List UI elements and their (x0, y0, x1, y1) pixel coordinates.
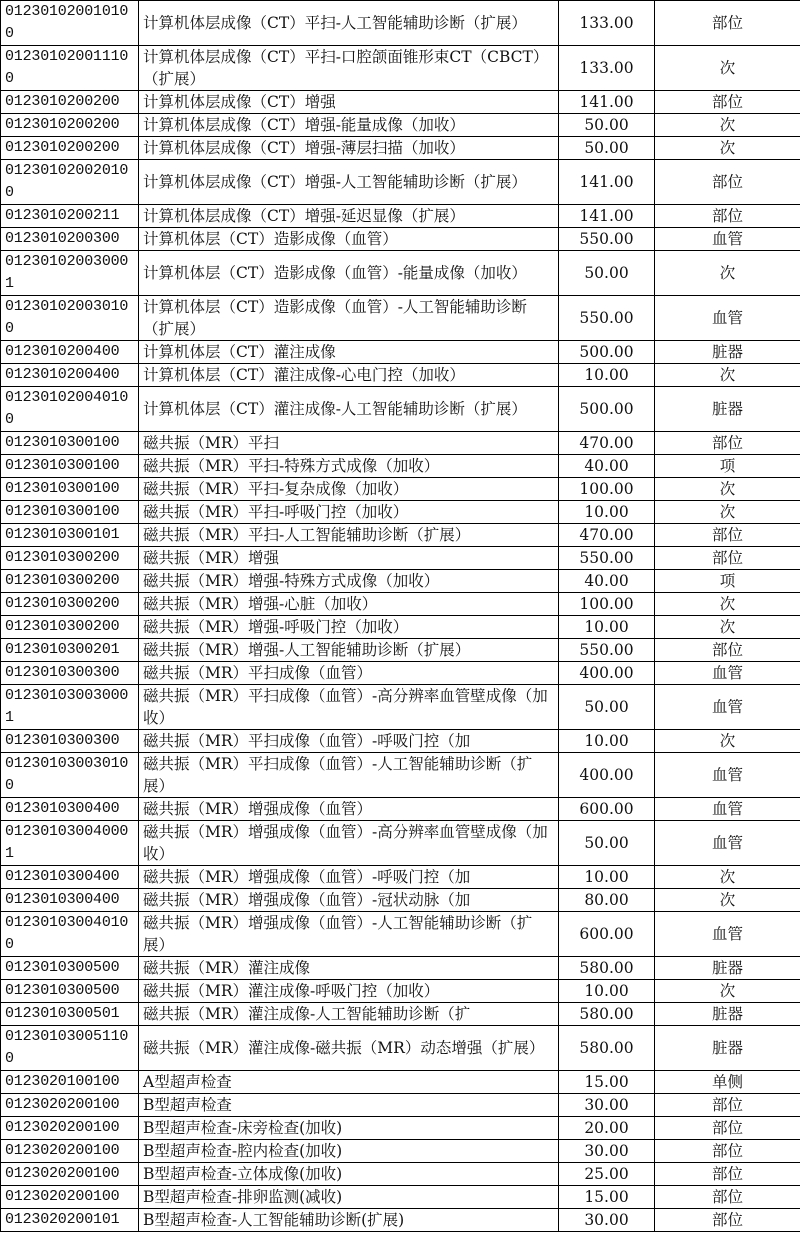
table-row (1, 798, 800, 821)
code-cell: 0123010300400 (1, 866, 139, 889)
unit-cell: 次 (655, 251, 800, 296)
code-cell: 012301020030001 (1, 251, 139, 296)
item-name-cell: B型超声检查-排卵监测(减收) (139, 1186, 559, 1209)
table-row (1, 662, 800, 685)
price-cell: 550.00 (559, 296, 655, 341)
code-cell: 0123010300100 (1, 478, 139, 501)
table-row (1, 912, 800, 957)
price-cell: 40.00 (559, 455, 655, 478)
code-cell: 0123010300100 (1, 432, 139, 455)
price-cell: 500.00 (559, 387, 655, 432)
item-name-cell: 磁共振（MR）增强成像（血管）-高分辨率血管壁成像（加收） (139, 821, 559, 866)
price-cell: 50.00 (559, 821, 655, 866)
unit-cell: 次 (655, 616, 800, 639)
code-cell: 0123020200100 (1, 1186, 139, 1209)
price-cell: 40.00 (559, 570, 655, 593)
item-name-cell: 磁共振（MR）增强成像（血管）-呼吸门控（加 (139, 866, 559, 889)
price-cell: 25.00 (559, 1163, 655, 1186)
table-row (1, 547, 800, 570)
table-row (1, 1094, 800, 1117)
code-cell: 0123010200200 (1, 137, 139, 160)
item-name-cell: B型超声检查-床旁检查(加收) (139, 1117, 559, 1140)
price-cell: 30.00 (559, 1140, 655, 1163)
table-row (1, 478, 800, 501)
price-cell: 30.00 (559, 1209, 655, 1232)
price-cell: 50.00 (559, 137, 655, 160)
unit-cell: 项 (655, 570, 800, 593)
code-cell: 0123020200100 (1, 1163, 139, 1186)
item-name-cell: B型超声检查-腔内检查(加收) (139, 1140, 559, 1163)
price-cell: 80.00 (559, 889, 655, 912)
table-row (1, 1003, 800, 1026)
item-name-cell: 磁共振（MR）灌注成像-呼吸门控（加收） (139, 980, 559, 1003)
item-name-cell: 计算机体层成像（CT）增强 (139, 91, 559, 114)
item-name-cell: 磁共振（MR）平扫-人工智能辅助诊断（扩展） (139, 524, 559, 547)
unit-cell: 项 (655, 455, 800, 478)
unit-cell: 血管 (655, 912, 800, 957)
table-row (1, 455, 800, 478)
price-cell: 141.00 (559, 205, 655, 228)
table-row (1, 1140, 800, 1163)
code-cell: 0123010200211 (1, 205, 139, 228)
unit-cell: 部位 (655, 1209, 800, 1232)
code-cell: 012301030030001 (1, 685, 139, 730)
code-cell: 0123020200100 (1, 1140, 139, 1163)
price-cell: 50.00 (559, 114, 655, 137)
unit-cell: 次 (655, 866, 800, 889)
price-cell: 550.00 (559, 228, 655, 251)
item-name-cell: 磁共振（MR）灌注成像 (139, 957, 559, 980)
price-cell: 50.00 (559, 685, 655, 730)
code-cell: 012301030040100 (1, 912, 139, 957)
code-cell: 0123010300200 (1, 547, 139, 570)
unit-cell: 部位 (655, 432, 800, 455)
code-cell: 0123010200200 (1, 114, 139, 137)
price-cell: 133.00 (559, 46, 655, 91)
item-name-cell: 计算机体层成像（CT）增强-薄层扫描（加收） (139, 137, 559, 160)
item-name-cell: 磁共振（MR）平扫-呼吸门控（加收） (139, 501, 559, 524)
code-cell: 012301020030100 (1, 296, 139, 341)
unit-cell: 次 (655, 137, 800, 160)
item-name-cell: 计算机体层成像（CT）增强-人工智能辅助诊断（扩展） (139, 160, 559, 205)
code-cell: 0123010200400 (1, 341, 139, 364)
unit-cell: 次 (655, 889, 800, 912)
item-name-cell: 磁共振（MR）增强-人工智能辅助诊断（扩展） (139, 639, 559, 662)
unit-cell: 部位 (655, 91, 800, 114)
unit-cell: 部位 (655, 1, 800, 46)
code-cell: 0123020200101 (1, 1209, 139, 1232)
unit-cell: 血管 (655, 685, 800, 730)
item-name-cell: 磁共振（MR）平扫成像（血管）-呼吸门控（加 (139, 730, 559, 753)
table-row (1, 753, 800, 798)
item-name-cell: 计算机体层（CT）灌注成像-人工智能辅助诊断（扩展） (139, 387, 559, 432)
price-cell: 550.00 (559, 547, 655, 570)
code-cell: 012301030051100 (1, 1026, 139, 1071)
price-cell: 20.00 (559, 1117, 655, 1140)
table-row (1, 889, 800, 912)
table-row (1, 137, 800, 160)
item-name-cell: 计算机体层（CT）造影成像（血管）-能量成像（加收） (139, 251, 559, 296)
table-row (1, 228, 800, 251)
table-row (1, 685, 800, 730)
item-name-cell: 计算机体层成像（CT）增强-延迟显像（扩展） (139, 205, 559, 228)
table-row (1, 1209, 800, 1232)
code-cell: 0123010300101 (1, 524, 139, 547)
price-cell: 141.00 (559, 160, 655, 205)
code-cell: 012301030030100 (1, 753, 139, 798)
unit-cell: 部位 (655, 1186, 800, 1209)
code-cell: 012301020020100 (1, 160, 139, 205)
code-cell: 0123010200200 (1, 91, 139, 114)
unit-cell: 单侧 (655, 1071, 800, 1094)
code-cell: 0123020200100 (1, 1094, 139, 1117)
item-name-cell: 计算机体层成像（CT）平扫-人工智能辅助诊断（扩展） (139, 1, 559, 46)
price-cell: 470.00 (559, 432, 655, 455)
table-row (1, 524, 800, 547)
table-row (1, 296, 800, 341)
item-name-cell: B型超声检查 (139, 1094, 559, 1117)
code-cell: 0123010300200 (1, 616, 139, 639)
price-cell: 141.00 (559, 91, 655, 114)
code-cell: 0123020200100 (1, 1117, 139, 1140)
unit-cell: 部位 (655, 1163, 800, 1186)
table-row (1, 160, 800, 205)
item-name-cell: 计算机体层（CT）造影成像（血管）-人工智能辅助诊断（扩展） (139, 296, 559, 341)
table-row (1, 1163, 800, 1186)
price-cell: 10.00 (559, 980, 655, 1003)
unit-cell: 部位 (655, 1117, 800, 1140)
item-name-cell: 磁共振（MR）灌注成像-磁共振（MR）动态增强（扩展） (139, 1026, 559, 1071)
unit-cell: 脏器 (655, 957, 800, 980)
unit-cell: 次 (655, 501, 800, 524)
price-cell: 600.00 (559, 912, 655, 957)
code-cell: 0123010200300 (1, 228, 139, 251)
table-row (1, 1, 800, 46)
item-name-cell: 计算机体层（CT）灌注成像 (139, 341, 559, 364)
table-row (1, 616, 800, 639)
price-cell: 400.00 (559, 662, 655, 685)
table-row (1, 205, 800, 228)
unit-cell: 血管 (655, 662, 800, 685)
item-name-cell: B型超声检查-立体成像(加收) (139, 1163, 559, 1186)
code-cell: 0123010300200 (1, 570, 139, 593)
item-name-cell: 磁共振（MR）增强成像（血管）-人工智能辅助诊断（扩展） (139, 912, 559, 957)
table-row (1, 821, 800, 866)
price-cell: 133.00 (559, 1, 655, 46)
item-name-cell: 磁共振（MR）增强 (139, 547, 559, 570)
item-name-cell: 磁共振（MR）增强-呼吸门控（加收） (139, 616, 559, 639)
code-cell: 0123020100100 (1, 1071, 139, 1094)
code-cell: 0123010300500 (1, 957, 139, 980)
price-cell: 500.00 (559, 341, 655, 364)
item-name-cell: 磁共振（MR）增强成像（血管）-冠状动脉（加 (139, 889, 559, 912)
unit-cell: 血管 (655, 753, 800, 798)
code-cell: 0123010300300 (1, 662, 139, 685)
unit-cell: 次 (655, 46, 800, 91)
price-cell: 600.00 (559, 798, 655, 821)
table-row (1, 1071, 800, 1094)
code-cell: 0123010300500 (1, 980, 139, 1003)
price-cell: 15.00 (559, 1186, 655, 1209)
item-name-cell: A型超声检查 (139, 1071, 559, 1094)
unit-cell: 脏器 (655, 341, 800, 364)
table-row (1, 114, 800, 137)
unit-cell: 部位 (655, 524, 800, 547)
code-cell: 012301020010100 (1, 1, 139, 46)
price-cell: 10.00 (559, 364, 655, 387)
item-name-cell: 磁共振（MR）平扫-特殊方式成像（加收） (139, 455, 559, 478)
item-name-cell: 计算机体层成像（CT）平扫-口腔颌面锥形束CT（CBCT）（扩展） (139, 46, 559, 91)
unit-cell: 次 (655, 364, 800, 387)
code-cell: 0123010300501 (1, 1003, 139, 1026)
table-row (1, 570, 800, 593)
item-name-cell: 磁共振（MR）增强成像（血管） (139, 798, 559, 821)
table-row (1, 980, 800, 1003)
price-cell: 10.00 (559, 866, 655, 889)
item-name-cell: 磁共振（MR）平扫 (139, 432, 559, 455)
item-name-cell: 磁共振（MR）增强-心脏（加收） (139, 593, 559, 616)
item-name-cell: 磁共振（MR）增强-特殊方式成像（加收） (139, 570, 559, 593)
price-cell: 10.00 (559, 616, 655, 639)
table-row (1, 341, 800, 364)
item-name-cell: 磁共振（MR）平扫-复杂成像（加收） (139, 478, 559, 501)
table-row (1, 387, 800, 432)
table-row (1, 957, 800, 980)
table-row (1, 593, 800, 616)
code-cell: 0123010300100 (1, 501, 139, 524)
table-row (1, 730, 800, 753)
unit-cell: 血管 (655, 228, 800, 251)
item-name-cell: 磁共振（MR）平扫成像（血管）-高分辨率血管壁成像（加收） (139, 685, 559, 730)
table-row (1, 364, 800, 387)
unit-cell: 脏器 (655, 387, 800, 432)
unit-cell: 部位 (655, 547, 800, 570)
item-name-cell: B型超声检查-人工智能辅助诊断(扩展) (139, 1209, 559, 1232)
unit-cell: 次 (655, 980, 800, 1003)
item-name-cell: 磁共振（MR）平扫成像（血管） (139, 662, 559, 685)
item-name-cell: 计算机体层成像（CT）增强-能量成像（加收） (139, 114, 559, 137)
price-cell: 15.00 (559, 1071, 655, 1094)
unit-cell: 血管 (655, 821, 800, 866)
table-row (1, 432, 800, 455)
item-name-cell: 计算机体层（CT）灌注成像-心电门控（加收） (139, 364, 559, 387)
price-cell: 550.00 (559, 639, 655, 662)
unit-cell: 次 (655, 593, 800, 616)
table-row (1, 1117, 800, 1140)
price-cell: 470.00 (559, 524, 655, 547)
table-row (1, 1186, 800, 1209)
price-cell: 10.00 (559, 730, 655, 753)
item-name-cell: 磁共振（MR）灌注成像-人工智能辅助诊断（扩 (139, 1003, 559, 1026)
unit-cell: 次 (655, 478, 800, 501)
item-name-cell: 计算机体层（CT）造影成像（血管） (139, 228, 559, 251)
table-row (1, 1026, 800, 1071)
unit-cell: 次 (655, 114, 800, 137)
price-cell: 30.00 (559, 1094, 655, 1117)
unit-cell: 次 (655, 730, 800, 753)
price-cell: 580.00 (559, 1026, 655, 1071)
price-cell: 400.00 (559, 753, 655, 798)
unit-cell: 部位 (655, 205, 800, 228)
code-cell: 0123010300300 (1, 730, 139, 753)
unit-cell: 部位 (655, 160, 800, 205)
code-cell: 012301020011100 (1, 46, 139, 91)
price-cell: 100.00 (559, 593, 655, 616)
code-cell: 0123010300400 (1, 798, 139, 821)
unit-cell: 部位 (655, 1094, 800, 1117)
unit-cell: 部位 (655, 639, 800, 662)
unit-cell: 血管 (655, 798, 800, 821)
price-cell: 580.00 (559, 957, 655, 980)
unit-cell: 部位 (655, 1140, 800, 1163)
table-row (1, 46, 800, 91)
code-cell: 0123010300200 (1, 593, 139, 616)
table-row (1, 866, 800, 889)
price-cell: 580.00 (559, 1003, 655, 1026)
table-row (1, 251, 800, 296)
price-cell: 50.00 (559, 251, 655, 296)
price-cell: 100.00 (559, 478, 655, 501)
table-row (1, 639, 800, 662)
code-cell: 0123010200400 (1, 364, 139, 387)
fee-table-body (1, 1, 800, 1232)
code-cell: 0123010300400 (1, 889, 139, 912)
code-cell: 012301030040001 (1, 821, 139, 866)
unit-cell: 血管 (655, 296, 800, 341)
code-cell: 012301020040100 (1, 387, 139, 432)
item-name-cell: 磁共振（MR）平扫成像（血管）-人工智能辅助诊断（扩展） (139, 753, 559, 798)
price-cell: 10.00 (559, 501, 655, 524)
table-row (1, 91, 800, 114)
code-cell: 0123010300201 (1, 639, 139, 662)
unit-cell: 脏器 (655, 1026, 800, 1071)
unit-cell: 脏器 (655, 1003, 800, 1026)
table-row (1, 501, 800, 524)
code-cell: 0123010300100 (1, 455, 139, 478)
